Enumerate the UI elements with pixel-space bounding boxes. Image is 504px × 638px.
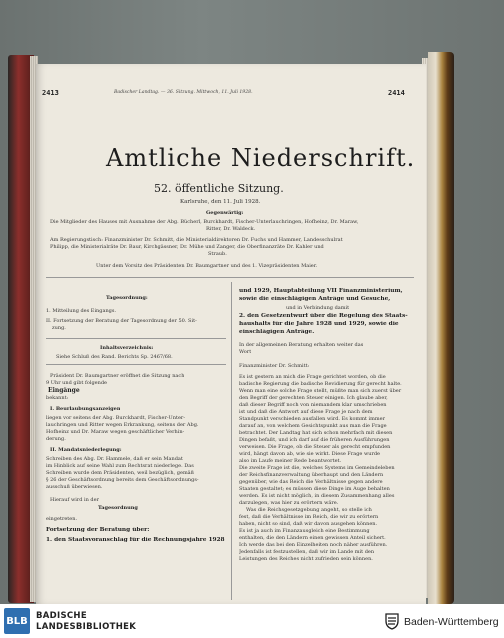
body-line: enthalten, die den Ländern einen gewissen Anteil sichert. xyxy=(239,535,386,541)
body-line: lauchringen und Ritter wegen Erkrankung, seitens der Abg. xyxy=(46,422,199,428)
right-line: sowie die einschlägigen Anträge und Gesuche, xyxy=(239,296,391,302)
body-line: also im Laufe meiner Rede beantwortet. xyxy=(239,458,342,464)
section-heading: II. Mandatsniederlegung: xyxy=(50,447,122,453)
divider xyxy=(46,277,414,278)
body-line: wird, hängt davon ab, wie sie wirkt. Diese Frage wurde xyxy=(239,451,381,457)
body-line: im Hinblick auf seine Wahl zum Rechtsrat niederlege. Das xyxy=(46,463,194,469)
body-line: Schreiben des Abg. Dr. Hammele, daß er sein Mandat xyxy=(46,456,183,462)
body-line: darzulegen, was hier zu erörtern wäre. xyxy=(239,500,339,506)
body-line: werden. Es ist nicht möglich, in diesem Zusammenhang alles xyxy=(239,493,395,499)
right-line: und in Verbindung damit xyxy=(286,305,350,311)
right-line: In der allgemeinen Beratung erhalten weiter das xyxy=(239,342,364,348)
body-line: fest, daß die Verhältnisse im Reich, die wir zu erörtern xyxy=(239,514,379,520)
body-line: ist und daß die Antwort auf diese Frage je nach dem xyxy=(239,409,373,415)
body-line: gegenüber, wie das Reich die Verhältnisse gegen andere xyxy=(239,479,383,485)
body-line: Es ist ja auch im Finanzausgleich eine Bestimmung xyxy=(239,528,370,534)
agenda-heading: Tagesordnung: xyxy=(106,295,148,301)
body-line: Die zweite Frage ist die, welches Systems im Gemeindeleben xyxy=(239,465,395,471)
page-number-right: 2414 xyxy=(388,89,405,97)
present-heading: Gegenwärtig: xyxy=(206,210,244,216)
index-line: Siehe Schluß des Rand. Berichts Sp. 2467/68. xyxy=(56,354,173,360)
section-heading: Eingänge xyxy=(48,387,80,394)
divider xyxy=(46,364,226,365)
right-line: Wort xyxy=(239,349,252,355)
section-heading: I. Beurlaubungsanzeigen xyxy=(50,406,121,412)
present-line: Straub. xyxy=(208,251,227,257)
body-line: haben, nicht so sind, daß wir davon ausgehen können. xyxy=(239,521,378,527)
body-line: Dingen befaßt, und ich darf auf die früheren Ausführungen xyxy=(239,437,390,443)
library-name-line1: BADISCHE xyxy=(36,611,87,621)
body-line: Es ist gestern an mich die Frage gerichtet worden, ob die xyxy=(239,374,386,380)
present-line: Philipp, die Ministerialräte Dr. Baur, Kirchgässner, Dr. Mühe und Zanger, die Oberfinanzräte Dr. Kahler und xyxy=(50,244,324,250)
agenda-line: 1. Mitteilung des Eingangs. xyxy=(46,308,117,314)
agenda-line: II. Fortsetzung der Beratung der Tagesordnung der 50. Sit- xyxy=(46,318,197,324)
scanned-page xyxy=(36,64,426,604)
body-line: bekannt: xyxy=(46,395,69,401)
body-line: Schreiben wurde dem Präsidenten, weil bezüglich, gemäß xyxy=(46,470,195,476)
body-line: 1. den Staatsvoranschlag für die Rechnungsjahre 1928 xyxy=(46,537,225,543)
right-line: einschlägigen Anträge. xyxy=(239,329,315,335)
body-line: betrachtet. Der Landtag hat sich schon mehrfach mit diesen xyxy=(239,430,393,436)
body-line: Präsident Dr. Baumgartner eröffnet die Sitzung nach xyxy=(50,373,185,379)
running-head: Badischer Landtag. — 36. Sitzung. Mittwoch, 11. Juli 1928. xyxy=(114,90,253,95)
body-line: daß dieser Begriff noch von niemandem klar umschrieben xyxy=(239,402,387,408)
page-title: Amtliche Niederschrift. xyxy=(106,144,416,172)
body-line: liegen vor seitens der Abg. Burckhardt, Fischer-Unter- xyxy=(46,415,186,421)
page-number-left: 2413 xyxy=(42,89,59,97)
body-line: eingetreten. xyxy=(46,516,78,522)
right-line: 2. den Gesetzentwurf über die Regelung des Staats- xyxy=(239,313,408,319)
index-heading: Inhaltsverzeichnis: xyxy=(100,345,154,351)
right-line: haushalts für die Jahre 1928 und 1929, sowie die xyxy=(239,321,399,327)
body-line: badische Regierung die badische Revidierung für gerecht halte. xyxy=(239,381,402,387)
session-subtitle: 52. öffentliche Sitzung. xyxy=(154,182,284,195)
place-date: Karlsruhe, den 11. Juli 1928. xyxy=(180,199,261,205)
body-line: Wenn man eine solche Frage stellt, müßte man sich zuerst über xyxy=(239,388,402,394)
body-line: Ich werde das bei den Einzelheiten noch näher ausführen. xyxy=(239,542,388,548)
body-line: Fortsetzung der Beratung über: xyxy=(46,527,150,533)
body-line: verweisen. Die Frage, ob die Steuer als gerecht empfunden xyxy=(239,444,391,450)
column-divider xyxy=(231,282,232,600)
body-line: 9 Uhr und gibt folgende xyxy=(46,380,108,386)
footer-bar xyxy=(0,604,504,638)
present-line: Am Regierungstisch: Finanzminister Dr. Schmitt, die Ministerialdirektoren Dr. Fuchs und Hammer, Landesschulrat xyxy=(50,237,343,243)
present-line: Die Mitglieder des Hauses mit Ausnahme der Abg. Bücherl, Burckhardt, Fischer-Unterlauchringen, Hofheinz, Dr. Maraw, xyxy=(50,219,359,225)
present-line: Ritter, Dr. Waldeck. xyxy=(206,226,256,232)
speaker-line: Finanzminister Dr. Schmitt: xyxy=(239,363,310,369)
body-line: Jedenfalls ist festzustellen, daß wir im Lande mit den xyxy=(239,549,375,555)
book-cover-right xyxy=(428,52,454,604)
body-line: Hofheinz und Dr. Maraw wegen geschäftlicher Verhin- xyxy=(46,429,185,435)
state-name[interactable]: Baden-Württemberg xyxy=(404,616,499,628)
body-line: § 26 der Geschäftsordnung bereits dem Geschäftsordnungs- xyxy=(46,477,199,483)
body-line: derung. xyxy=(46,436,66,442)
body-line: Leistungen des Reiches nicht zufrieden sein können. xyxy=(239,556,373,562)
body-line: den Begriff der gerechten Steuer einigen. Ich glaube aber, xyxy=(239,395,388,401)
agenda-line: zung. xyxy=(52,325,66,331)
state-coat-of-arms-icon xyxy=(383,612,401,630)
right-line: und 1929, Hauptabteilung VII Finanzministerium, xyxy=(239,288,403,294)
body-line: darauf an, von welchem Gesichtspunkt aus man die Frage xyxy=(239,423,387,429)
body-line: Standpunkt verschieden ausfallen wird. Es kommt immer xyxy=(239,416,385,422)
section-heading: Tagesordnung xyxy=(98,505,138,511)
body-line: ausschuß überwiesen. xyxy=(46,484,103,490)
body-line: der Reichsfinanzverwaltung überhaupt und den Ländern xyxy=(239,472,384,478)
body-line: Hierauf wird in der xyxy=(50,497,99,503)
body-line: Staaten gestaltet; es müssen diese Dinge im Auge behalten xyxy=(239,486,390,492)
blb-logo[interactable]: BLB xyxy=(4,608,30,634)
present-line: Unter dem Vorsitz des Präsidenten Dr. Baumgartner und des 1. Vizepräsidenten Maier. xyxy=(96,263,318,269)
body-line: Was die Reichsgesetzgebung angeht, so stelle ich xyxy=(246,507,372,513)
divider xyxy=(46,338,226,339)
library-name-line2: LANDESBIBLIOTHEK xyxy=(36,622,137,632)
